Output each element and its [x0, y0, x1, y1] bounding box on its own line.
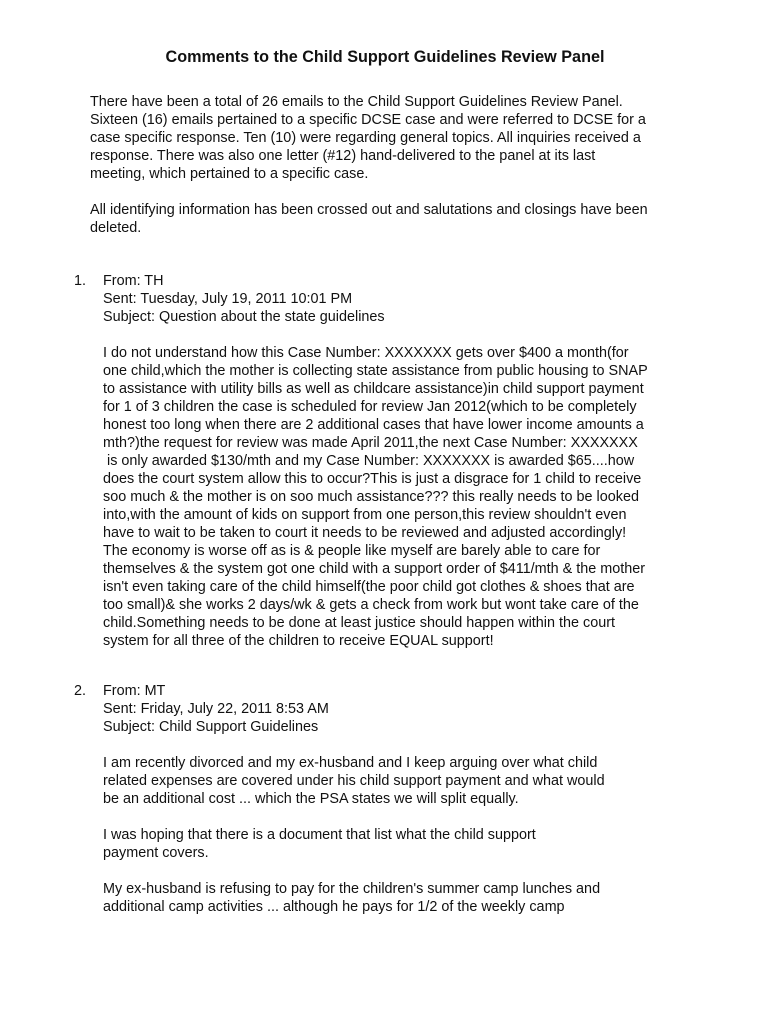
text-line: too small)& she works 2 days/wk & gets a check from work but wont take care of the — [103, 597, 639, 613]
text-line: isn't even taking care of the child himself(the poor child got clothes & shoes that are — [103, 579, 635, 595]
text-line: case specific response. Ten (10) were regarding general topics. All inquiries received a — [90, 130, 641, 146]
text-line: child.Something needs to be done at least justice should happen within the court — [103, 615, 616, 631]
email-body-paragraph — [103, 826, 703, 862]
text-line: Sixteen (16) emails pertained to a specific DCSE case and were referred to DCSE for a — [90, 112, 646, 128]
entry-number: 2. — [74, 683, 87, 699]
text-line: I am recently divorced and my ex-husband and I keep arguing over what child — [103, 755, 598, 771]
text-line: into,with the amount of kids on support from one person,this review shouldn't even — [103, 507, 627, 523]
text-line: meeting, which pertained to a specific case. — [90, 166, 369, 182]
email-subject: Subject: Question about the state guidelines — [103, 309, 385, 325]
email-subject: Subject: Child Support Guidelines — [103, 719, 319, 735]
email-sent: Sent: Friday, July 22, 2011 8:53 AM — [103, 701, 329, 717]
text-line: deleted. — [90, 220, 142, 236]
text-line: be an additional cost ... which the PSA states we will split equally. — [103, 791, 519, 807]
text-line: to assistance with utility bills as well as childcare assistance)in child support payment — [103, 381, 644, 397]
page-title: Comments to the Child Support Guidelines Review Panel — [165, 48, 605, 66]
text-line: mth?)the request for review was made April 2011,the next Case Number: XXXXXXX — [103, 435, 638, 451]
text-line: additional camp activities ... although he pays for 1/2 of the weekly camp — [103, 899, 565, 915]
text-line: honest too long when there are 2 additional cases that have lower income amounts a — [103, 417, 644, 433]
email-body-paragraph — [103, 344, 703, 650]
text-line: themselves & the system got one child with a support order of $411/mth & the mother — [103, 561, 646, 577]
entry-number: 1. — [74, 273, 87, 289]
text-line: have to wait to be taken to court it needs to be reviewed and adjusted accordingly! — [103, 525, 627, 541]
text-line: soo much & the mother is on soo much assistance??? this really needs to be looked — [103, 489, 639, 505]
text-line: I do not understand how this Case Number: XXXXXXX gets over $400 a month(for — [103, 345, 629, 361]
text-line: system for all three of the children to receive EQUAL support! — [103, 633, 494, 649]
email-from: From: MT — [103, 683, 166, 699]
text-line: does the court system allow this to occur?This is just a disgrace for 1 child to receive — [103, 471, 642, 487]
email-from: From: TH — [103, 273, 164, 289]
text-line: payment covers. — [103, 845, 209, 861]
email-header — [103, 682, 703, 736]
text-line: related expenses are covered under his child support payment and what would — [103, 773, 605, 789]
text-line: The economy is worse off as is & people like myself are barely able to care for — [103, 543, 601, 559]
text-line: All identifying information has been crossed out and salutations and closings have been — [90, 202, 648, 218]
intro-note-paragraph — [90, 201, 690, 237]
text-line: one child,which the mother is collecting state assistance from public housing to SNAP — [103, 363, 648, 379]
email-body-paragraph — [103, 880, 703, 916]
text-line: is only awarded $130/mth and my Case Number: XXXXXXX is awarded $65....how — [103, 453, 635, 469]
intro-paragraph — [90, 93, 690, 183]
text-line: There have been a total of 26 emails to the Child Support Guidelines Review Panel. — [90, 94, 623, 110]
email-header — [103, 272, 703, 326]
text-line: My ex-husband is refusing to pay for the children's summer camp lunches and — [103, 881, 601, 897]
email-body-paragraph — [103, 754, 703, 808]
text-line: response. There was also one letter (#12) hand-delivered to the panel at its last — [90, 148, 596, 164]
email-sent: Sent: Tuesday, July 19, 2011 10:01 PM — [103, 291, 353, 307]
text-line: I was hoping that there is a document that list what the child support — [103, 827, 536, 843]
text-line: for 1 of 3 children the case is scheduled for review Jan 2012(which to be completely — [103, 399, 637, 415]
